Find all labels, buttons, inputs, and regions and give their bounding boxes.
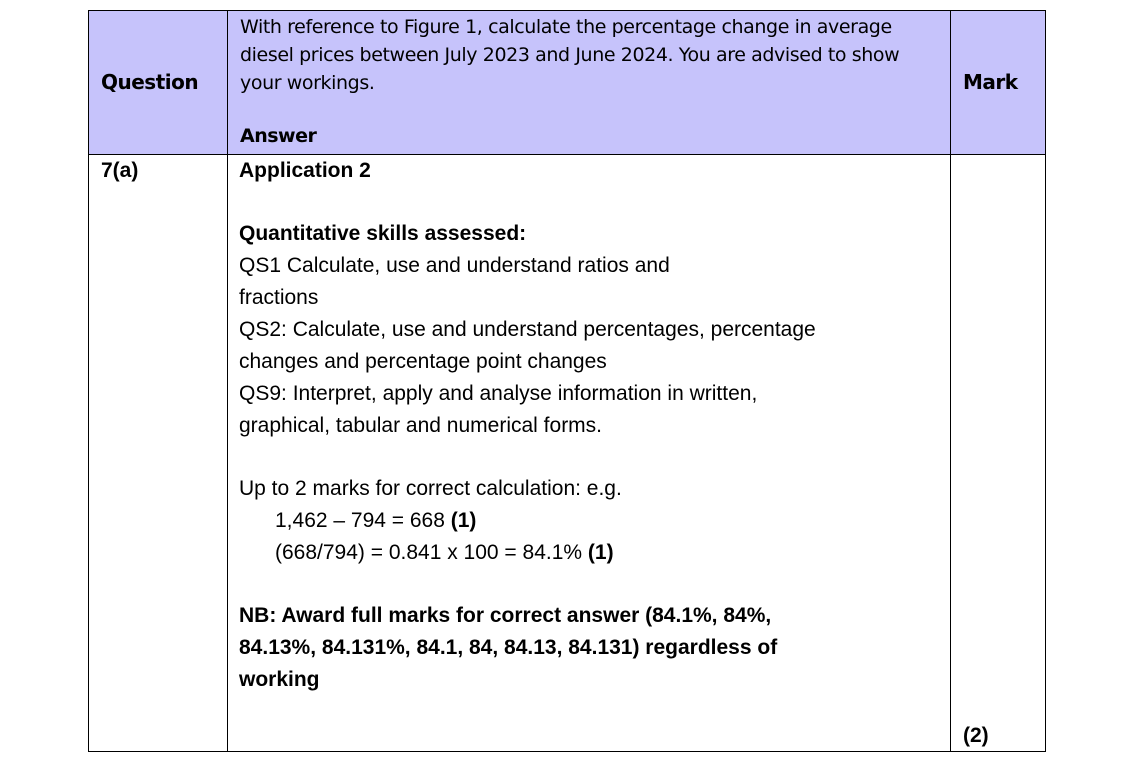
calculation-mark: (1) (450, 509, 477, 532)
question-text (240, 13, 940, 97)
answer-column-header: Answer (240, 125, 317, 147)
calculation-text: 1,462 – 794 = 668 (275, 509, 451, 532)
calculation-mark: (1) (587, 541, 614, 564)
column-divider (950, 11, 951, 751)
question-number: 7(a) (101, 159, 139, 182)
question-text-line: With reference to Figure 1, calculate the percentage change in average (240, 16, 892, 38)
marks-intro: Up to 2 marks for correct calculation: e.g. (239, 477, 622, 500)
mark-value: (2) (963, 724, 989, 747)
mark-scheme-table (88, 10, 1046, 752)
skills-line: QS1 Calculate, use and understand ratios and (239, 254, 670, 277)
calculation-step-2 (239, 537, 939, 569)
skills-heading: Quantitative skills assessed: (239, 222, 527, 245)
skills-line: QS9: Interpret, apply and analyse information in written, (239, 382, 758, 405)
table-header-row (89, 11, 1045, 155)
nb-note-line: 84.13%, 84.131%, 84.1, 84, 84.13, 84.131) regardless of (239, 636, 778, 659)
skills-line: QS2: Calculate, use and understand percentages, percentage (239, 318, 816, 341)
nb-note-line: NB: Award full marks for correct answer (84.1%, 84%, (239, 604, 772, 627)
nb-note-line: working (239, 668, 320, 691)
question-text-line: diesel prices between July 2023 and June 2024. You are advised to show (240, 44, 900, 66)
calculation-text: (668/794) = 0.841 x 100 = 84.1% (275, 541, 588, 564)
question-text-line: your workings. (240, 72, 375, 94)
mark-column-header: Mark (963, 70, 1018, 94)
column-divider (227, 11, 228, 751)
question-column-header: Question (101, 70, 199, 94)
calculation-step-1 (239, 505, 939, 537)
application-label: Application 2 (239, 159, 371, 182)
answer-content (239, 155, 939, 696)
skills-line: fractions (239, 286, 319, 309)
skills-line: graphical, tabular and numerical forms. (239, 414, 603, 437)
skills-line: changes and percentage point changes (239, 350, 607, 373)
